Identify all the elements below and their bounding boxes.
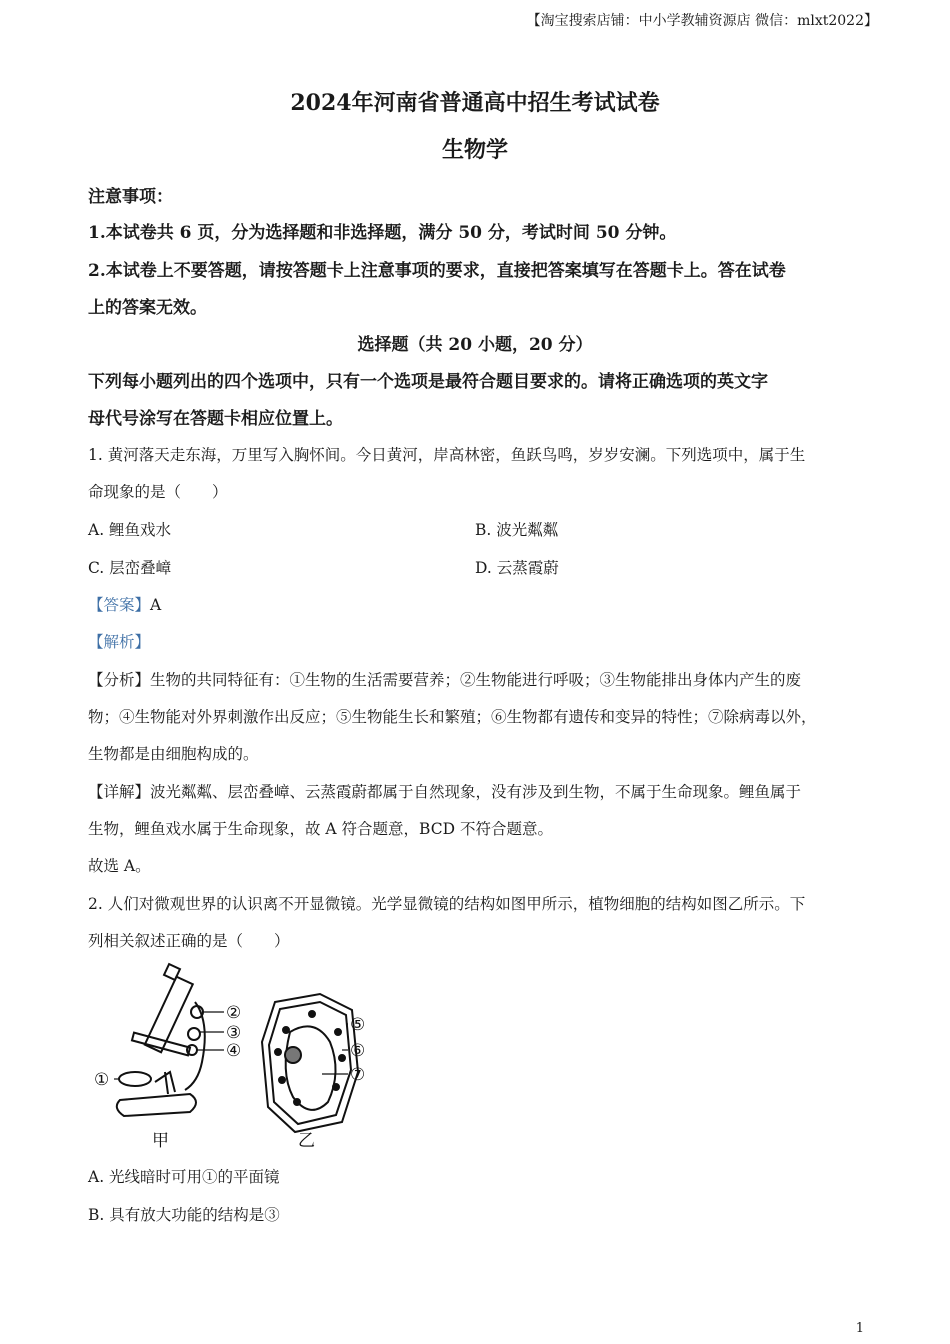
- analysis-tag: 【解析】: [88, 633, 151, 651]
- q1-option-d: D. 云蒸霞蔚: [475, 559, 559, 577]
- q1-option-a: A. 鲤鱼戏水: [88, 521, 172, 539]
- q2-stem-line-1: 2. 人们对微观世界的认识离不开显微镜。光学显微镜的结构如图甲所示，植物细胞的结构如图乙所示。下: [88, 895, 806, 913]
- exam-subject: 生物学: [441, 137, 508, 163]
- section-instruction-line-2: 母代号涂写在答题卡相应位置上。: [88, 409, 343, 429]
- q1-conclusion: 故选 A。: [88, 857, 151, 875]
- q1-fenxi-line-1: [88, 668, 801, 690]
- xiangjie-text-1: 波光粼粼、层峦叠嶂、云蒸霞蔚都属于自然现象，没有涉及到生物，不属于生命现象。鲤鱼属于: [150, 783, 802, 801]
- q1-fenxi-line-2: 物；④生物能对外界刺激作出反应；⑤生物能生长和繁殖；⑥生物都有遗传和变异的特性；⑦除病毒以外，: [88, 708, 817, 726]
- q1-stem-line-2: 命现象的是（ ）: [88, 483, 228, 501]
- answer-tag: 【答案】: [88, 596, 151, 614]
- q1-xiangjie-line-2: 生物，鲤鱼戏水属于生命现象，故 A 符合题意，BCD 不符合题意。: [88, 820, 553, 838]
- answer-value: A: [150, 596, 162, 614]
- notice-item-2-line-2: 上的答案无效。: [88, 298, 207, 318]
- header-note: 【淘宝搜索店铺：中小学教辅资源店 微信：mlxt2022】: [526, 13, 878, 29]
- mark-5: ⑤: [350, 1015, 366, 1035]
- q2-figure: [90, 962, 390, 1152]
- mark-3: ③: [226, 1023, 242, 1043]
- q1-stem-line-1: 1. 黄河落天走东海，万里写入胸怀间。今日黄河，岸高林密，鱼跃鸟鸣，岁岁安澜。下列选项中，属于生: [88, 446, 806, 464]
- exam-title: 2024年河南省普通高中招生考试试卷: [290, 90, 660, 116]
- figure-illustration: [90, 962, 390, 1152]
- section-heading: 选择题（共 20 小题，20 分）: [357, 335, 593, 355]
- q1-option-c: C. 层峦叠嶂: [88, 559, 172, 577]
- notice-heading: 注意事项：: [88, 187, 173, 207]
- fenxi-tag: 【分析】: [88, 671, 151, 689]
- q1-answer-line: [88, 593, 161, 615]
- mark-6: ⑥: [350, 1041, 366, 1061]
- microscope-drawing: [117, 964, 205, 1116]
- mark-2: ②: [226, 1003, 242, 1023]
- q1-xiangjie-line-1: [88, 780, 801, 802]
- mark-1: ①: [94, 1070, 110, 1090]
- xiangjie-tag: 【详解】: [88, 783, 151, 801]
- q1-fenxi-line-3: 生物都是由细胞构成的。: [88, 745, 259, 763]
- q1-option-b: B. 波光粼粼: [475, 521, 559, 539]
- mark-7: ⑦: [350, 1065, 366, 1085]
- q2-option-a: A. 光线暗时可用①的平面镜: [88, 1168, 280, 1186]
- section-instruction-line-1: 下列每小题列出的四个选项中，只有一个选项是最符合题目要求的。请将正确选项的英文字: [88, 372, 768, 392]
- page-number: 1: [855, 1321, 864, 1336]
- mark-4: ④: [226, 1041, 242, 1061]
- notice-item-1: 1.本试卷共 6 页，分为选择题和非选择题，满分 50 分，考试时间 50 分钟。: [88, 223, 677, 243]
- fenxi-text-1: 生物的共同特征有：①生物的生活需要营养；②生物能进行呼吸；③生物能排出身体内产生的废: [150, 671, 802, 689]
- plant-cell-drawing: [262, 994, 358, 1132]
- q2-option-b: B. 具有放大功能的结构是③: [88, 1206, 280, 1224]
- notice-item-2-line-1: 2.本试卷上不要答题，请按答题卡上注意事项的要求，直接把答案填写在答题卡上。答在试卷: [88, 261, 786, 281]
- label-jia: 甲: [152, 1131, 169, 1151]
- label-yi: 乙: [298, 1131, 315, 1151]
- q2-stem-line-2: 列相关叙述正确的是（ ）: [88, 932, 290, 950]
